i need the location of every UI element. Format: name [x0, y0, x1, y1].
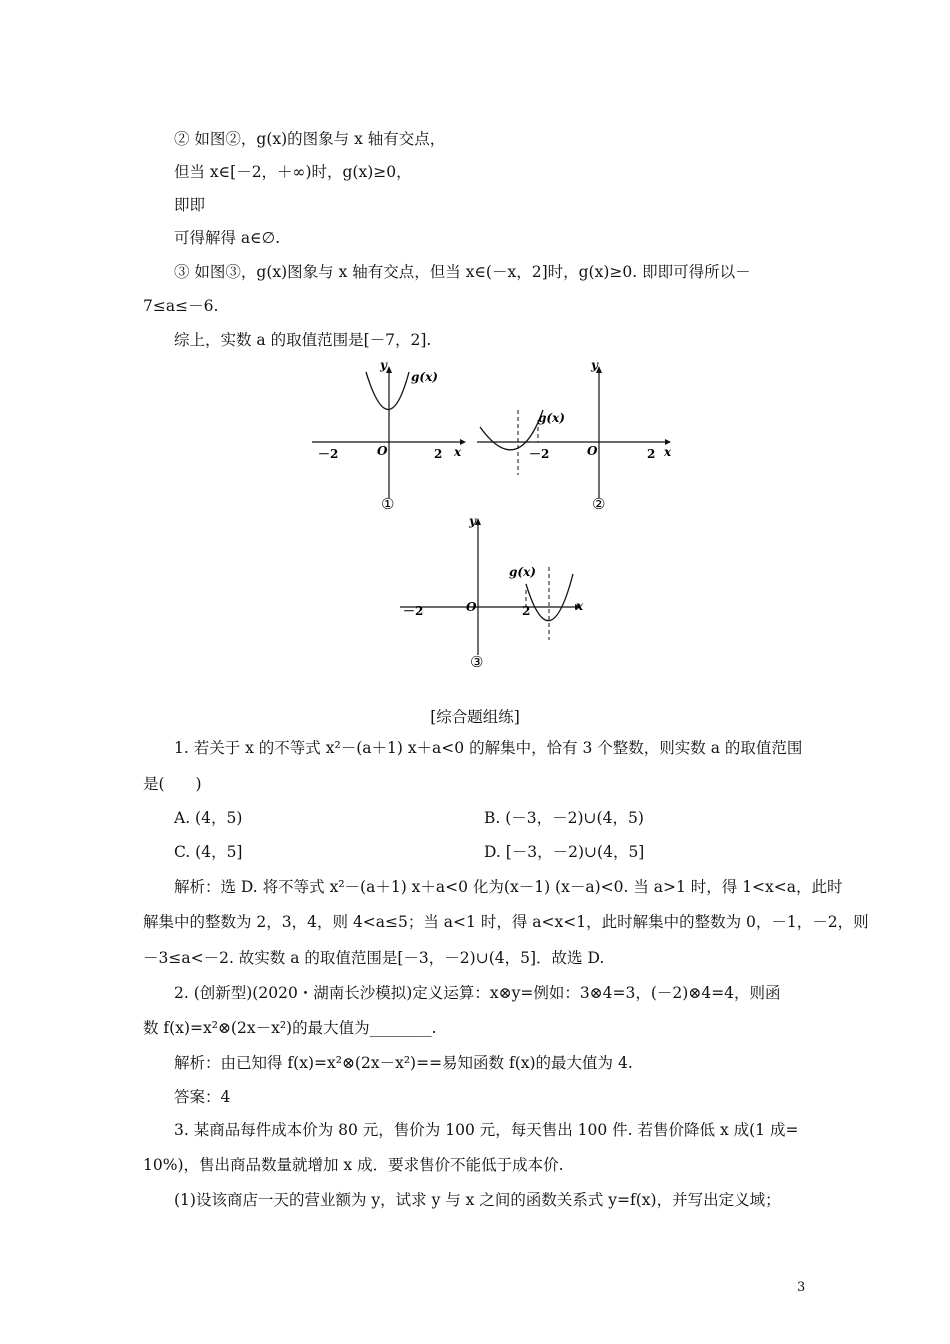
- origin-label: O: [466, 600, 477, 614]
- q1-option-d: D. [－3，－2)∪(4，5]: [484, 843, 645, 861]
- figure-3: [395, 512, 595, 672]
- tick-neg2: －2: [529, 447, 550, 461]
- text-line-5: ③ 如图③，g(x)图象与 x 轴有交点，但当 x∈(－x，2]时，g(x)≥0. 即即可得所以－: [174, 263, 751, 281]
- page-number: 3: [797, 1280, 806, 1295]
- q2-answer: 答案：4: [174, 1088, 231, 1106]
- text-line-4: 可得解得 a∈∅.: [174, 229, 281, 247]
- figure-tag: ①: [381, 495, 395, 513]
- tick-neg2: －2: [403, 604, 424, 618]
- origin-label: O: [377, 444, 388, 458]
- text-line-3: 即即: [174, 196, 206, 214]
- text-line-7: 综上，实数 a 的取值范围是[－7，2].: [174, 331, 432, 349]
- tick-2: 2: [647, 447, 656, 461]
- x-axis-label: x: [664, 445, 672, 459]
- text-line-2: 但当 x∈[－2，＋∞)时，g(x)≥0，: [174, 163, 412, 181]
- tick-2: 2: [522, 604, 531, 618]
- q1-stem-line1: 1. 若关于 x 的不等式 x²－(a＋1) x＋a<0 的解集中，恰有 3 个整数，则实数 a 的取值范围: [174, 739, 803, 757]
- figure-2: [475, 355, 685, 515]
- parabola-curve: [480, 410, 543, 450]
- origin-label: O: [587, 444, 598, 458]
- y-axis-label: y: [591, 358, 598, 372]
- q2-solution: 解析：由已知得 f(x)=x²⊗(2x－x²)==易知函数 f(x)的最大值为 4.: [174, 1054, 633, 1072]
- y-axis-label: y: [469, 514, 476, 528]
- x-axis-label: x: [454, 445, 462, 459]
- y-axis-label: y: [380, 358, 387, 372]
- q1-option-c: C. (4，5]: [174, 843, 243, 861]
- q1-option-a: A. (4，5): [174, 809, 243, 827]
- curve-label: g(x): [411, 370, 438, 384]
- tick-neg2: －2: [318, 447, 339, 461]
- figure-tag: ②: [592, 495, 606, 513]
- figure-tag: ③: [470, 653, 484, 671]
- q1-solution-line3: －3≤a<－2. 故实数 a 的取值范围是[－3，－2)∪(4，5]．故选 D.: [143, 949, 605, 967]
- q1-stem-line2: 是( ): [143, 775, 202, 793]
- q3-stem-line1: 3. 某商品每件成本价为 80 元，售价为 100 元，每天售出 100 件. 若售价降低 x 成(1 成=: [174, 1121, 799, 1139]
- text-line-1: ② 如图②，g(x)的图象与 x 轴有交点，: [174, 130, 446, 148]
- curve-label: g(x): [538, 411, 565, 425]
- parabola-curve: [366, 372, 409, 410]
- q3-part1: (1)设该商店一天的营业额为 y，试求 y 与 x 之间的函数关系式 y=f(x)，并写出定义域；: [174, 1191, 781, 1209]
- q2-stem-line1: 2. (创新型)(2020・湖南长沙模拟)定义运算：x⊗y=例如：3⊗4=3，(－2)⊗4=4，则函: [174, 984, 781, 1002]
- q2-stem-line2: 数 f(x)=x²⊗(2x－x²)的最大值为________.: [143, 1019, 437, 1037]
- q1-solution-line1: 解析：选 D. 将不等式 x²－(a＋1) x＋a<0 化为(x－1) (x－a)<0. 当 a>1 时，得 1<x<a，此时: [174, 878, 843, 896]
- q1-solution-line2: 解集中的整数为 2，3，4，则 4<a≤5；当 a<1 时，得 a<x<1，此时解集中的整数为 0，－1，－2，则: [143, 913, 869, 931]
- x-axis-label: x: [576, 599, 584, 613]
- q1-option-b: B. (－3，－2)∪(4，5): [484, 809, 644, 827]
- q3-stem-line2: 10%)，售出商品数量就增加 x 成．要求售价不能低于成本价.: [143, 1156, 564, 1174]
- tick-2: 2: [434, 447, 443, 461]
- section-title: [综合题组练]: [430, 708, 520, 726]
- text-line-6: 7≤a≤－6.: [143, 297, 219, 315]
- curve-label: g(x): [509, 565, 536, 579]
- figure-1: [300, 355, 470, 515]
